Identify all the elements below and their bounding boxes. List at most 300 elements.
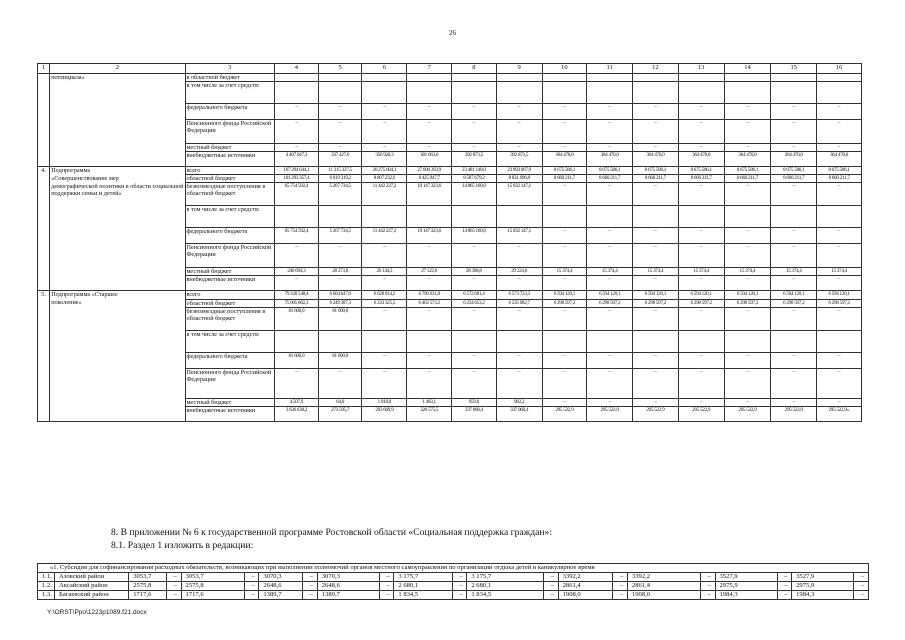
value-cell: 293 669,9 [362, 406, 407, 421]
subsidy-value: – [244, 581, 259, 590]
value-cell: – [451, 352, 496, 368]
funding-source: в том числе за счет средств: [185, 82, 275, 104]
value-cell: – [771, 120, 817, 144]
subsidy-value: – [452, 572, 467, 581]
paragraph-section-1: 8.1. Раздел 1 изложить в редакции: [111, 540, 254, 551]
subsidy-value: 1 834,5 [394, 590, 452, 599]
value-cell: – [771, 244, 817, 268]
subsidy-value: 3070,3 [259, 572, 303, 581]
value-cell [633, 206, 679, 228]
column-number: 10 [542, 64, 587, 74]
value-cell: – [362, 307, 407, 330]
value-cell: 8 660 211,7 [817, 175, 862, 183]
value-cell [362, 206, 407, 228]
value-cell: 8 831 696,8 [496, 175, 542, 183]
column-number: 12 [633, 64, 679, 74]
value-cell: 23 893 067,9 [496, 167, 542, 175]
subsidy-value: 2648,6 [259, 581, 303, 590]
program-name: Подпрограмма «Старшее [50, 291, 185, 299]
subsidy-value: 2861,4 [627, 581, 700, 590]
value-cell: 364 470,0 [678, 152, 724, 167]
column-number: 2 [50, 64, 185, 74]
value-cell [771, 82, 817, 104]
value-cell [362, 82, 407, 104]
value-cell: 14 865 160,0 [451, 228, 496, 244]
value-cell [275, 330, 319, 352]
value-cell: – [275, 104, 319, 120]
value-cell: – [542, 307, 587, 330]
value-cell: 6 594 120,1 [678, 291, 724, 299]
value-cell: – [771, 276, 817, 291]
subsidy-value: – [244, 590, 259, 599]
program-name [50, 276, 185, 291]
value-cell [678, 82, 724, 104]
value-cell: – [724, 120, 771, 144]
table-row [38, 330, 862, 352]
paragraph-appendix-6: 8. В приложении № 6 к государственной программе Ростовской области «Социальная поддержка граждан»: [111, 527, 553, 538]
value-cell: – [633, 144, 679, 152]
subsidy-value: 1984,3 [792, 590, 854, 599]
value-cell: 6 234 653,2 [451, 299, 496, 307]
value-cell: – [724, 244, 771, 268]
value-cell [633, 74, 679, 82]
value-cell: – [587, 183, 633, 206]
value-cell: 1 483,1 [407, 398, 452, 406]
value-cell: – [496, 104, 542, 120]
table-row [38, 152, 862, 167]
funding-source: безвозмездные поступления в областной бюджет [185, 307, 275, 330]
subsidy-value: – [777, 572, 792, 581]
row-number [38, 175, 50, 183]
value-cell: 295 522,9 [542, 406, 587, 421]
value-cell: – [771, 183, 817, 206]
value-cell: 6 298 597,2 [587, 299, 633, 307]
table-row [38, 307, 862, 330]
value-cell: – [318, 144, 362, 152]
value-cell: 8 675 586,1 [633, 167, 679, 175]
program-name: поколение» [50, 299, 185, 307]
value-cell: – [451, 307, 496, 330]
value-cell: – [633, 368, 679, 398]
funding-source: всего [185, 167, 275, 175]
value-cell: 81 600,0 [318, 307, 362, 330]
value-cell [407, 74, 452, 82]
subsidy-value: – [303, 572, 318, 581]
column-number: 7 [407, 64, 452, 74]
value-cell: – [542, 228, 587, 244]
value-cell: 6 790 631,8 [407, 291, 452, 299]
subsidy-value: 3 175,7 [394, 572, 452, 581]
value-cell: 364 470,0 [724, 152, 771, 167]
value-cell [817, 74, 862, 82]
subsidy-value: – [544, 581, 559, 590]
value-cell: – [362, 144, 407, 152]
value-cell [275, 82, 319, 104]
page-number: 26 [449, 29, 456, 37]
subsidy-value: 2575,8 [181, 581, 244, 590]
program-name [50, 368, 185, 398]
value-cell: 337 068,4 [496, 406, 542, 421]
value-cell: 8 660 211,7 [678, 175, 724, 183]
funding-source: местный бюджет [185, 268, 275, 276]
value-cell: 6 298 597,2 [771, 299, 817, 307]
subsidy-value: – [544, 590, 559, 599]
value-cell [587, 82, 633, 104]
program-name: потенциала» [50, 74, 185, 82]
value-cell: – [678, 307, 724, 330]
value-cell: – [633, 276, 679, 291]
program-name [50, 352, 185, 368]
row-number: 5. [38, 291, 50, 299]
value-cell: 15 374,4 [771, 268, 817, 276]
value-cell: 8 675 586,1 [724, 167, 771, 175]
value-cell: 11 442 227,2 [362, 183, 407, 206]
value-cell: – [587, 104, 633, 120]
value-cell: 8 660 211,7 [724, 175, 771, 183]
subsidy-value: 1717,6 [181, 590, 244, 599]
subsidy-value: 2975,9 [715, 581, 777, 590]
subsidy-value: 3392,2 [558, 572, 613, 581]
value-cell: – [362, 104, 407, 120]
value-cell [451, 82, 496, 104]
value-cell: – [275, 244, 319, 268]
budget-table [37, 63, 862, 422]
value-cell: – [817, 228, 862, 244]
value-cell: 8 660 211,7 [587, 175, 633, 183]
table-row [38, 167, 862, 175]
table-row [38, 120, 862, 144]
value-cell: – [542, 120, 587, 144]
value-cell: – [407, 104, 452, 120]
subsidy-value: 2861,4 [558, 581, 613, 590]
value-cell [724, 330, 771, 352]
value-cell: 6 594 120,1 [633, 291, 679, 299]
subsidy-row [38, 572, 869, 581]
value-cell: 65 754 592,4 [275, 183, 319, 206]
value-cell: 8 660 211,7 [633, 175, 679, 183]
column-number: 8 [451, 64, 496, 74]
value-cell: 337 427,0 [318, 152, 362, 167]
value-cell: – [542, 368, 587, 398]
value-cell: – [678, 183, 724, 206]
value-cell: 959,8 [451, 398, 496, 406]
value-cell: – [633, 120, 679, 144]
funding-source: в том числе за счет средств: [185, 206, 275, 228]
value-cell: 6 298 597,2 [633, 299, 679, 307]
value-cell: 6 333 325,5 [362, 299, 407, 307]
value-cell [407, 206, 452, 228]
subsidy-value: 1 834,5 [467, 590, 544, 599]
value-cell [678, 74, 724, 82]
row-number: 1.2. [38, 581, 55, 590]
program-name [50, 82, 185, 104]
value-cell [496, 330, 542, 352]
value-cell: – [678, 398, 724, 406]
funding-source: внебюджетные источники [185, 152, 275, 167]
value-cell: – [633, 307, 679, 330]
table-row [38, 104, 862, 120]
value-cell: – [817, 120, 862, 144]
value-cell: – [817, 183, 862, 206]
subsidy-value: 2975,9 [792, 581, 854, 590]
value-cell: – [587, 228, 633, 244]
value-cell: 27 600 393,9 [407, 167, 452, 175]
value-cell: 6 462 573,2 [407, 299, 452, 307]
value-cell: – [771, 104, 817, 120]
value-cell: 81 600,0 [275, 352, 319, 368]
subsidy-value: 2648,6 [317, 581, 379, 590]
row-number [38, 206, 50, 228]
value-cell [496, 206, 542, 228]
value-cell: 15 032 147,1 [496, 228, 542, 244]
value-cell: – [496, 244, 542, 268]
district-name: Багаевский район [55, 590, 129, 599]
value-cell: – [724, 398, 771, 406]
funding-source: в областной бюджет [185, 74, 275, 82]
value-cell: 8 660 211,7 [542, 175, 587, 183]
value-cell: – [407, 120, 452, 144]
value-cell: – [451, 104, 496, 120]
program-name [50, 228, 185, 244]
value-cell: – [771, 144, 817, 152]
subsidy-value: – [700, 572, 715, 581]
subsidy-value: – [379, 572, 394, 581]
subsidy-value: 3053,7 [181, 572, 244, 581]
subsidy-value: – [854, 590, 869, 599]
value-cell: 79 328 548,4 [275, 291, 319, 299]
subsidy-value: – [613, 572, 628, 581]
value-cell: 295 522,9 [587, 406, 633, 421]
value-cell: – [633, 228, 679, 244]
subsidy-value: – [379, 581, 394, 590]
subsidy-table [37, 563, 869, 600]
program-name [50, 398, 185, 406]
value-cell: – [587, 352, 633, 368]
subsidy-value: 1389,7 [317, 590, 379, 599]
value-cell: – [362, 368, 407, 398]
column-number: 9 [496, 64, 542, 74]
program-name [50, 330, 185, 352]
value-cell: 27 122,6 [407, 268, 452, 276]
value-cell: – [496, 276, 542, 291]
value-cell: 295 522,9 [678, 406, 724, 421]
subsidy-value: 3527,9 [792, 572, 854, 581]
funding-source: Пенсионного фонда Российской Федерации [185, 368, 275, 398]
value-cell: – [817, 368, 862, 398]
file-path-footer: Y:\ORST\Ppo\1223p1089.f21.docx [47, 609, 147, 616]
value-cell: – [633, 104, 679, 120]
value-cell: 15 032 147,1 [496, 183, 542, 206]
value-cell: 5 267 734,5 [318, 183, 362, 206]
value-cell [451, 206, 496, 228]
value-cell: – [724, 352, 771, 368]
table-row [38, 228, 862, 244]
value-cell [771, 330, 817, 352]
value-cell: – [451, 368, 496, 398]
value-cell [407, 330, 452, 352]
value-cell: 6 594 120,1 [542, 291, 587, 299]
value-cell: – [407, 352, 452, 368]
subsidy-value: – [700, 581, 715, 590]
row-number: 4. [38, 167, 50, 175]
subsidy-value: – [452, 581, 467, 590]
value-cell: 81 600,0 [275, 307, 319, 330]
subsidy-value: 3 175,7 [467, 572, 544, 581]
value-cell: – [678, 276, 724, 291]
value-cell: – [678, 352, 724, 368]
funding-source: местный бюджет [185, 398, 275, 406]
value-cell: – [451, 244, 496, 268]
value-cell: – [318, 368, 362, 398]
value-cell: – [318, 104, 362, 120]
column-number: 11 [587, 64, 633, 74]
value-cell: – [817, 144, 862, 152]
funding-source: всего [185, 291, 275, 299]
value-cell: – [407, 276, 452, 291]
value-cell [633, 330, 679, 352]
value-cell [542, 206, 587, 228]
value-cell: 8 587 679,2 [451, 175, 496, 183]
value-cell: 101 293 357,4 [275, 175, 319, 183]
value-cell: – [275, 368, 319, 398]
subsidy-value: – [303, 581, 318, 590]
value-cell [362, 330, 407, 352]
program-name [50, 406, 185, 421]
value-cell: 15 374,4 [724, 268, 771, 276]
value-cell: 5 267 734,5 [318, 228, 362, 244]
value-cell: 364 470,0 [817, 152, 862, 167]
value-cell: 295 522,9 [633, 406, 679, 421]
value-cell: 6 573 733,3 [496, 291, 542, 299]
value-cell: 8 675 586,1 [771, 167, 817, 175]
subsidy-value: 3392,2 [627, 572, 700, 581]
value-cell: – [678, 144, 724, 152]
value-cell [771, 206, 817, 228]
value-cell: 20 275 604,1 [362, 167, 407, 175]
row-number [38, 398, 50, 406]
subsidy-value: 1908,0 [558, 590, 613, 599]
funding-source: Пенсионного фонда Российской Федерации [185, 244, 275, 268]
value-cell: 4 407 047,3 [275, 152, 319, 167]
value-cell: – [587, 120, 633, 144]
program-name [50, 268, 185, 276]
value-cell: 6 298 597,2 [724, 299, 771, 307]
value-cell: 1 018,8 [362, 398, 407, 406]
table-row [38, 276, 862, 291]
value-cell: – [542, 276, 587, 291]
funding-source: в том числе за счет средств: [185, 330, 275, 352]
row-number [38, 268, 50, 276]
row-number [38, 307, 50, 330]
value-cell [542, 74, 587, 82]
program-name: Подпрограмма [50, 167, 185, 175]
district-name: Аксайский район [55, 581, 129, 590]
table-row [38, 268, 862, 276]
subsidy-value: – [452, 590, 467, 599]
value-cell [318, 206, 362, 228]
funding-source: безвозмездные поступления в областной бюджет [185, 183, 275, 206]
value-cell: – [362, 276, 407, 291]
value-cell: 364 470,0 [542, 152, 587, 167]
value-cell: – [587, 368, 633, 398]
value-cell: 29 224,0 [496, 268, 542, 276]
table-row [38, 406, 862, 421]
value-cell [451, 330, 496, 352]
table-row [38, 74, 862, 82]
value-cell [587, 74, 633, 82]
value-cell: 11 442 227,2 [362, 228, 407, 244]
row-number [38, 183, 50, 206]
value-cell: 350 920,3 [362, 152, 407, 167]
value-cell: 23 481 148,0 [451, 167, 496, 175]
table-row [38, 368, 862, 398]
value-cell: 15 374,4 [542, 268, 587, 276]
row-number: 1.3. [38, 590, 55, 599]
value-cell: 364 470,0 [587, 152, 633, 167]
value-cell: – [771, 398, 817, 406]
value-cell: 6 594 120,1 [724, 291, 771, 299]
value-cell [318, 330, 362, 352]
value-cell: – [817, 398, 862, 406]
funding-source: местный бюджет [185, 144, 275, 152]
table-row [38, 175, 862, 183]
value-cell: 6 019 319,2 [318, 175, 362, 183]
subsidy-value: – [166, 572, 181, 581]
subsidy-value: – [700, 590, 715, 599]
subsidy-value: 2 680,1 [467, 581, 544, 590]
program-name [50, 244, 185, 268]
funding-source: внебюджетные источники [185, 276, 275, 291]
program-name [50, 120, 185, 144]
subsidy-value: 1717,6 [129, 590, 167, 599]
value-cell: – [633, 398, 679, 406]
value-cell: 6 628 014,2 [362, 291, 407, 299]
value-cell: 6 594 120,1 [817, 291, 862, 299]
value-cell [542, 82, 587, 104]
column-number: 6 [362, 64, 407, 74]
row-number [38, 299, 50, 307]
subsidy-value: 2575,8 [129, 581, 167, 590]
value-cell: – [817, 244, 862, 268]
value-cell [678, 330, 724, 352]
value-cell [362, 74, 407, 82]
value-cell: 15 374,4 [817, 268, 862, 276]
value-cell: 6 594 120,1 [587, 291, 633, 299]
value-cell: 392 873,5 [451, 152, 496, 167]
table-row [38, 352, 862, 368]
subsidy-value: – [544, 572, 559, 581]
value-cell [496, 74, 542, 82]
funding-source: федерального бюджета [185, 104, 275, 120]
value-cell: 8 675 586,1 [542, 167, 587, 175]
value-cell: – [633, 244, 679, 268]
subsidy-value: – [166, 581, 181, 590]
district-name: Азовский район [55, 572, 129, 581]
value-cell: – [362, 120, 407, 144]
value-cell: 295 522,9». [817, 406, 862, 421]
value-cell: – [318, 244, 362, 268]
table-row [38, 398, 862, 406]
row-number: 1.1. [38, 572, 55, 581]
value-cell: – [275, 120, 319, 144]
table-row [38, 82, 862, 104]
value-cell: – [633, 352, 679, 368]
value-cell: – [362, 352, 407, 368]
row-number [38, 152, 50, 167]
value-cell: – [407, 244, 452, 268]
value-cell: – [542, 398, 587, 406]
value-cell: 15 374,4 [633, 268, 679, 276]
